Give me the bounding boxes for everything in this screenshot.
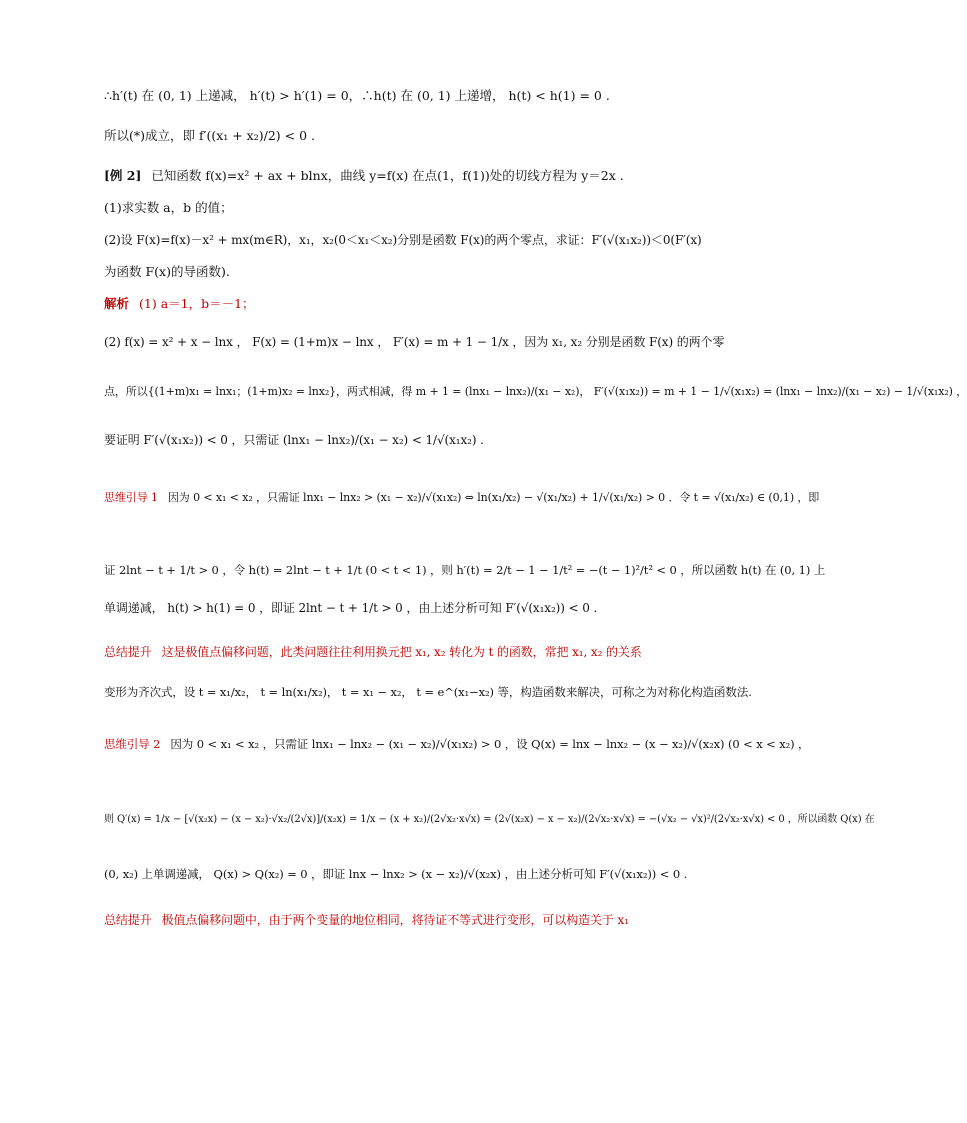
summary-line xyxy=(104,644,724,660)
text-line: (1)求实数 a，b 的值； xyxy=(104,200,233,215)
hint-label: 思维引导 2 xyxy=(104,737,161,751)
text-line: 证 2lnt − t + 1/t > 0 ，令 h(t) = 2lnt − t + 1/t (0 < t < 1) ，则 h′(t) = 2/t − 1 − 1/t² = −(t − 1)²/t² < 0 ，所以函数 h(t) 在 (0, 1) 上 xyxy=(104,563,826,577)
summary-line xyxy=(104,912,724,928)
text-line: ∴h′(t) 在 (0, 1) 上递减， h′(t) > h′(1) = 0，∴h(t) 在 (0, 1) 上递增， h(t) < h(1) = 0 . xyxy=(104,88,610,103)
hint-line xyxy=(104,736,810,752)
text-line: 所以(*)成立，即 f′((x₁ + x₂)/2) < 0 . xyxy=(104,128,315,143)
text-line: 已知函数 f(x)=x² + ax + blnx，曲线 y=f(x) 在点(1，f(1))处的切线方程为 y＝2x . xyxy=(151,168,624,183)
summary-label: 总结提升 xyxy=(104,913,152,927)
text-line: 要证明 F′(√(x₁x₂)) < 0 ，只需证 (lnx₁ − lnx₂)/(x₁ − x₂) < 1/√(x₁x₂) . xyxy=(104,433,484,447)
analysis-label: 解析 xyxy=(104,296,130,311)
text-line: 极值点偏移问题中，由于两个变量的地位相同，将待证不等式进行变形，可以构造关于 x₁ xyxy=(161,913,629,927)
text-line: (2)设 F(x)=f(x)－x² + mx(m∈R)，x₁，x₂(0＜x₁＜x₂)分别是函数 F(x)的两个零点，求证：F′(√(x₁x₂))＜0(F′(x) xyxy=(104,233,702,247)
hint-line xyxy=(104,490,820,506)
text-line: 因为 0 < x₁ < x₂ ，只需证 lnx₁ − lnx₂ > (x₁ − x₂)/√(x₁x₂) ⇔ ln(x₁/x₂) − √(x₁/x₂) + 1/√(x₁/x₂) > 0 ．令 t = √(x₁/x₂) ∈ (0,1) ，即 xyxy=(167,491,820,504)
summary-label: 总结提升 xyxy=(104,645,152,659)
text-line: 点，所以{(1+m)x₁ = lnx₁；(1+m)x₂ = lnx₂}，两式相减，得 m + 1 = (lnx₁ − lnx₂)/(x₁ − x₂)， F′(√(x₁x₂)) = m + 1 − 1/√(x₁x₂) = (lnx₁ − lnx₂)/(x₁ − x₂) − 1/√(x₁x₂) ， xyxy=(104,385,967,398)
text-line: (0, x₂) 上单调递减， Q(x) > Q(x₂) = 0 ，即证 lnx − lnx₂ > (x − x₂)/√(x₂x) ，由上述分析可知 F′(√(x₁x₂)) < 0 . xyxy=(104,867,688,881)
text-line: (2) f(x) = x² + x − lnx ， F(x) = (1+m)x − lnx ， F′(x) = m + 1 − 1/x ，因为 x₁, x₂ 分别是函数 F(x) 的两个零 xyxy=(104,335,725,349)
example-label: [例 2] xyxy=(104,168,142,183)
text-line: (1) a＝1，b＝－1； xyxy=(139,296,255,311)
example-heading xyxy=(104,168,724,184)
text-line: 因为 0 < x₁ < x₂ ，只需证 lnx₁ − lnx₂ − (x₁ − x₂)/√(x₁x₂) > 0 ，设 Q(x) = lnx − lnx₂ − (x − x₂)/√(x₂x) (0 < x < x₂) ， xyxy=(170,737,810,751)
text-line: 则 Q′(x) = 1/x − [√(x₂x) − (x − x₂)·√x₂/(2√x)]/(x₂x) = 1/x − (x + x₂)/(2√x₂·x√x) = (2√(x₂x) − x − x₂)/(2√x₂·x√x) = −(√x₂ − √x)²/(2√x₂·x√x) < 0 ，所以函数 Q(x) 在 xyxy=(104,814,875,825)
text-line: 变形为齐次式，设 t = x₁/x₂， t = ln(x₁/x₂)， t = x₁ − x₂， t = e^(x₁−x₂) 等，构造函数来解决，可称之为对称化构造函数法. xyxy=(104,685,752,699)
hint-label: 思维引导 1 xyxy=(104,491,158,504)
text-line: 这是极值点偏移问题，此类问题往往利用换元把 x₁, x₂ 转化为 t 的函数，常把 x₁, x₂ 的关系 xyxy=(161,645,642,659)
analysis-line xyxy=(104,296,724,312)
text-line: 单调递减， h(t) > h(1) = 0 ，即证 2lnt − t + 1/t > 0 ，由上述分析可知 F′(√(x₁x₂)) < 0 . xyxy=(104,601,598,615)
text-line: 为函数 F(x)的导函数). xyxy=(104,264,230,279)
